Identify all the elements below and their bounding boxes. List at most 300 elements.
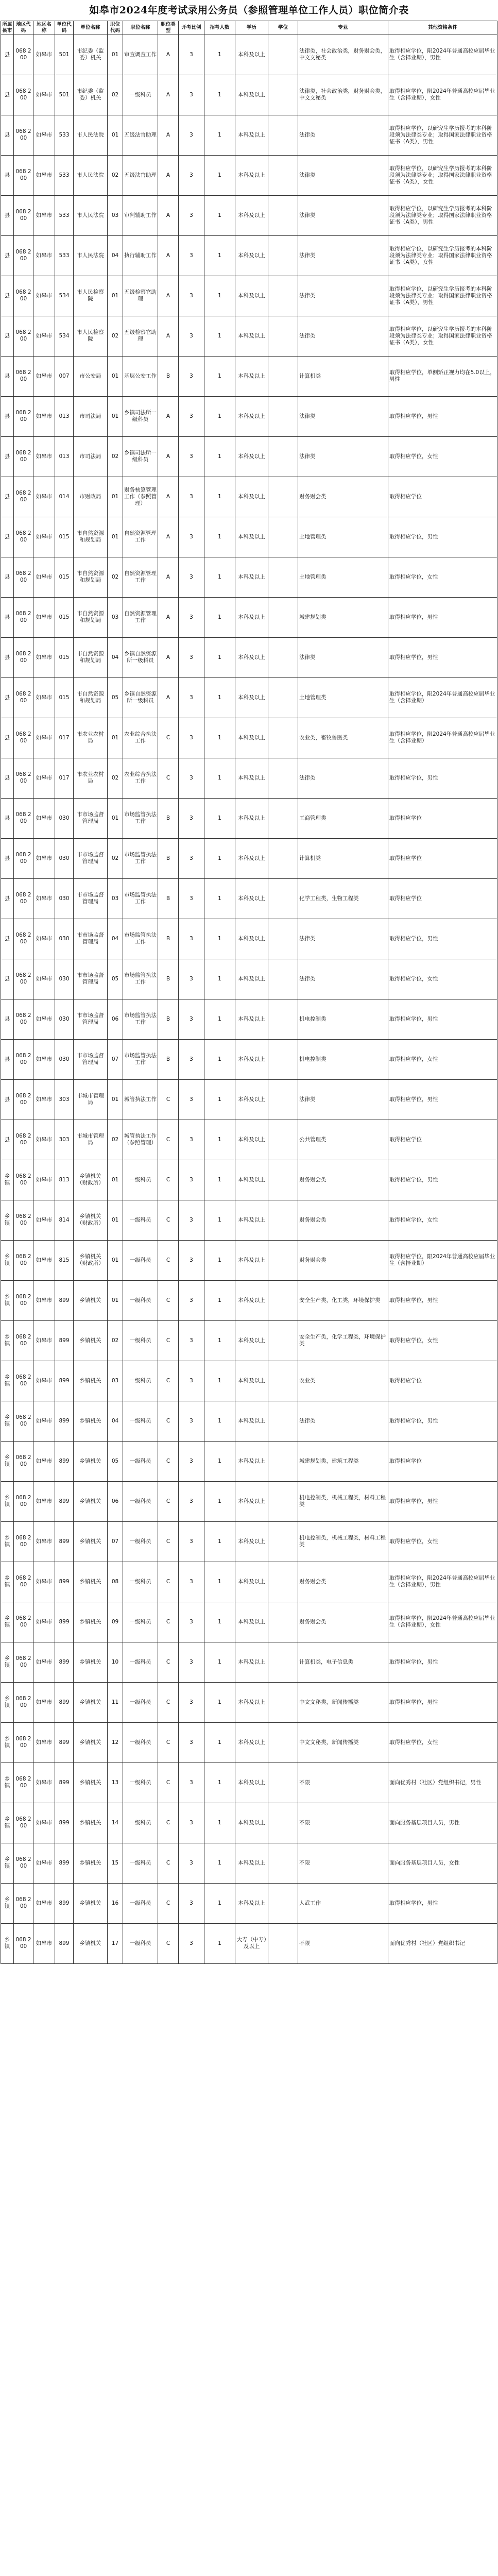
cell-education: 本科及以上 [235,477,268,517]
cell-position-name: 审判辅助工作 [123,195,158,235]
cell-exam-ratio: 3 [179,316,204,356]
cell-hire-count: 1 [204,396,235,436]
table-row [1,396,497,436]
cell-degree [268,276,298,316]
cell-county: 乡镇 [1,1401,14,1441]
cell-exam-ratio: 3 [179,436,204,477]
cell-region-name: 如皋市 [33,396,55,436]
cell-degree [268,1160,298,1200]
cell-position-code: 02 [108,758,123,798]
cell-region-name: 如皋市 [33,1521,55,1562]
cell-position-code: 10 [108,1642,123,1682]
cell-degree [268,878,298,919]
cell-position-code: 02 [108,436,123,477]
cell-other-requirements: 取得相应学位，限2024年普通高校应届毕业生（含择业期），女性 [388,75,497,115]
cell-unit-code: 899 [55,1361,74,1401]
cell-degree [268,1039,298,1079]
cell-unit-code: 534 [55,276,74,316]
cell-hire-count: 1 [204,1361,235,1401]
cell-position-type: A [158,316,179,356]
cell-unit-code: 030 [55,878,74,919]
cell-degree [268,677,298,718]
cell-position-code: 01 [108,1200,123,1240]
cell-position-code: 17 [108,1923,123,1963]
cell-exam-ratio: 3 [179,1401,204,1441]
cell-region-name: 如皋市 [33,718,55,758]
cell-county: 县 [1,396,14,436]
cell-position-name: 一级科员 [123,1280,158,1320]
cell-unit-name: 乡镇机关 [74,1521,108,1562]
cell-position-code: 04 [108,1401,123,1441]
cell-position-name: 一级科员 [123,1722,158,1762]
cell-region-code: 068 200 [14,637,33,677]
cell-degree [268,718,298,758]
cell-education: 本科及以上 [235,838,268,878]
cell-region-code: 068 200 [14,1280,33,1320]
cell-position-type: C [158,1562,179,1602]
cell-unit-name: 市人民法院 [74,235,108,276]
cell-county: 县 [1,999,14,1039]
cell-hire-count: 1 [204,1200,235,1240]
cell-exam-ratio: 3 [179,1160,204,1200]
cell-major: 法律类 [298,316,388,356]
cell-education: 本科及以上 [235,517,268,557]
cell-hire-count: 1 [204,1160,235,1200]
cell-unit-name: 乡镇机关 [74,1682,108,1722]
cell-region-code: 068 200 [14,155,33,195]
cell-degree [268,1642,298,1682]
cell-exam-ratio: 3 [179,276,204,316]
cell-position-name: 乡镇自然资源所一级科员 [123,677,158,718]
cell-other-requirements: 面向优秀村（社区）党组织书记，男性 [388,1762,497,1803]
cell-county: 县 [1,597,14,637]
cell-county: 县 [1,1120,14,1160]
cell-unit-code: 015 [55,597,74,637]
cell-position-type: A [158,436,179,477]
cell-degree [268,557,298,597]
table-row [1,1562,497,1602]
cell-exam-ratio: 3 [179,155,204,195]
table-row [1,1401,497,1441]
cell-hire-count: 1 [204,1079,235,1120]
cell-county: 县 [1,1079,14,1120]
table-row [1,838,497,878]
cell-unit-code: 017 [55,758,74,798]
cell-degree [268,396,298,436]
cell-county: 县 [1,195,14,235]
cell-education: 本科及以上 [235,1079,268,1120]
cell-major: 不限 [298,1923,388,1963]
cell-position-code: 02 [108,1320,123,1361]
cell-education: 本科及以上 [235,1160,268,1200]
cell-hire-count: 1 [204,1280,235,1320]
cell-unit-name: 乡镇机关 [74,1401,108,1441]
cell-region-name: 如皋市 [33,75,55,115]
cell-hire-count: 1 [204,597,235,637]
cell-other-requirements: 取得相应学位，女性 [388,1722,497,1762]
cell-unit-code: 030 [55,1039,74,1079]
table-row [1,75,497,115]
cell-position-name: 市场监管执法工作 [123,798,158,838]
cell-other-requirements: 取得相应学位，男性 [388,999,497,1039]
cell-education: 本科及以上 [235,1843,268,1883]
cell-major: 法律类 [298,959,388,999]
cell-major: 农业类 [298,1361,388,1401]
cell-position-type: A [158,517,179,557]
cell-position-code: 05 [108,677,123,718]
cell-hire-count: 1 [204,35,235,75]
cell-position-type: C [158,1079,179,1120]
cell-unit-name: 市人民法院 [74,195,108,235]
cell-other-requirements: 取得相应学位，限2024年普通高校应届毕业生（含择业期） [388,677,497,718]
cell-region-code: 068 200 [14,436,33,477]
cell-education: 本科及以上 [235,1361,268,1401]
cell-other-requirements: 取得相应学位，男性 [388,1280,497,1320]
cell-other-requirements: 面向优秀村（社区）党组织书记 [388,1923,497,1963]
cell-position-code: 01 [108,356,123,396]
cell-region-code: 068 200 [14,75,33,115]
cell-region-name: 如皋市 [33,999,55,1039]
cell-county: 乡镇 [1,1883,14,1923]
cell-unit-name: 市农业农村局 [74,718,108,758]
cell-unit-code: 013 [55,436,74,477]
cell-region-code: 068 200 [14,1602,33,1642]
cell-major: 法律类 [298,195,388,235]
cell-education: 本科及以上 [235,155,268,195]
cell-position-name: 市场监管执法工作 [123,919,158,959]
cell-hire-count: 1 [204,1923,235,1963]
cell-degree [268,838,298,878]
cell-other-requirements: 取得相应学位，男性 [388,919,497,959]
cell-region-name: 如皋市 [33,1682,55,1722]
cell-other-requirements: 取得相应学位，男性 [388,1160,497,1200]
cell-education: 本科及以上 [235,1722,268,1762]
cell-position-name: 自然资源管理工作 [123,517,158,557]
cell-education: 本科及以上 [235,637,268,677]
cell-degree [268,155,298,195]
cell-exam-ratio: 3 [179,1803,204,1843]
cell-exam-ratio: 3 [179,396,204,436]
cell-region-code: 068 200 [14,878,33,919]
table-row [1,677,497,718]
header-position-type: 职位类型 [158,21,179,35]
cell-region-code: 068 200 [14,919,33,959]
cell-county: 乡镇 [1,1160,14,1200]
cell-position-name: 乡镇司法所一级科员 [123,396,158,436]
cell-unit-name: 市人民法院 [74,155,108,195]
cell-unit-name: 市市场监督管理局 [74,919,108,959]
cell-unit-name: 市人民法院 [74,115,108,155]
cell-position-type: A [158,35,179,75]
cell-unit-name: 乡镇机关 [74,1280,108,1320]
cell-other-requirements: 取得相应学位，男性 [388,1883,497,1923]
cell-region-code: 068 200 [14,1562,33,1602]
cell-county: 县 [1,155,14,195]
cell-position-name: 一级科员 [123,1762,158,1803]
cell-county: 县 [1,758,14,798]
cell-position-code: 08 [108,1562,123,1602]
cell-county: 县 [1,878,14,919]
cell-position-type: B [158,878,179,919]
cell-education: 本科及以上 [235,677,268,718]
cell-major: 城建规划类 [298,597,388,637]
cell-region-name: 如皋市 [33,1280,55,1320]
cell-education: 本科及以上 [235,115,268,155]
cell-degree [268,1562,298,1602]
cell-region-code: 068 200 [14,1039,33,1079]
cell-position-name: 农业综合执法工作 [123,718,158,758]
cell-education: 本科及以上 [235,758,268,798]
cell-education: 本科及以上 [235,798,268,838]
cell-position-type: A [158,477,179,517]
cell-unit-code: 899 [55,1280,74,1320]
cell-unit-code: 013 [55,396,74,436]
cell-unit-code: 534 [55,316,74,356]
header-region-code: 地区代码 [14,21,33,35]
cell-unit-code: 899 [55,1883,74,1923]
cell-exam-ratio: 3 [179,999,204,1039]
cell-exam-ratio: 3 [179,1240,204,1280]
cell-unit-name: 市市场监督管理局 [74,878,108,919]
cell-hire-count: 1 [204,235,235,276]
cell-position-name: 自然资源管理工作 [123,557,158,597]
cell-position-name: 一级科员 [123,1803,158,1843]
cell-major: 法律类 [298,115,388,155]
table-row [1,1843,497,1883]
cell-unit-code: 899 [55,1602,74,1642]
cell-other-requirements: 取得相应学位，以研究生学历报考的本科阶段须为法律类专业；取得国家法律职业资格证书（A类），女性 [388,316,497,356]
cell-county: 县 [1,1039,14,1079]
cell-exam-ratio: 3 [179,1521,204,1562]
cell-region-name: 如皋市 [33,115,55,155]
cell-position-name: 一级科员 [123,1642,158,1682]
header-region-name: 地区名称 [33,21,55,35]
table-row [1,35,497,75]
cell-region-code: 068 200 [14,1843,33,1883]
cell-other-requirements: 取得相应学位，男性 [388,597,497,637]
cell-region-name: 如皋市 [33,1401,55,1441]
cell-education: 本科及以上 [235,999,268,1039]
cell-education: 本科及以上 [235,1762,268,1803]
cell-degree [268,195,298,235]
cell-region-code: 068 200 [14,1762,33,1803]
cell-education: 本科及以上 [235,1883,268,1923]
cell-exam-ratio: 3 [179,1361,204,1401]
cell-region-code: 068 200 [14,557,33,597]
cell-position-type: C [158,1803,179,1843]
cell-unit-name: 乡镇机关 [74,1642,108,1682]
cell-unit-code: 017 [55,718,74,758]
cell-county: 县 [1,637,14,677]
cell-region-code: 068 200 [14,1401,33,1441]
cell-county: 乡镇 [1,1562,14,1602]
cell-other-requirements: 取得相应学位，女性 [388,436,497,477]
cell-position-name: 一级科员 [123,1320,158,1361]
cell-region-code: 068 200 [14,1361,33,1401]
cell-exam-ratio: 3 [179,878,204,919]
cell-unit-name: 市城市管理局 [74,1120,108,1160]
cell-major: 公共管理类 [298,1120,388,1160]
cell-county: 县 [1,276,14,316]
cell-hire-count: 1 [204,316,235,356]
cell-county: 县 [1,557,14,597]
table-row [1,195,497,235]
cell-position-type: C [158,1642,179,1682]
cell-unit-name: 乡镇机关 [74,1762,108,1803]
cell-hire-count: 1 [204,1481,235,1521]
cell-hire-count: 1 [204,878,235,919]
cell-region-name: 如皋市 [33,477,55,517]
cell-unit-name: 乡镇机关 [74,1923,108,1963]
cell-position-type: A [158,396,179,436]
cell-position-code: 16 [108,1883,123,1923]
table-row [1,1361,497,1401]
cell-position-type: A [158,677,179,718]
cell-exam-ratio: 3 [179,517,204,557]
cell-region-code: 068 200 [14,1079,33,1120]
cell-region-code: 068 200 [14,1160,33,1200]
cell-unit-code: 899 [55,1562,74,1602]
cell-region-code: 068 200 [14,959,33,999]
cell-county: 县 [1,919,14,959]
cell-major: 农业类，畜牧兽医类 [298,718,388,758]
cell-degree [268,517,298,557]
cell-major: 法律类 [298,637,388,677]
cell-unit-name: 乡镇机关 [74,1803,108,1843]
cell-unit-name: 市自然资源和规划局 [74,517,108,557]
cell-county: 乡镇 [1,1602,14,1642]
cell-position-type: C [158,1521,179,1562]
cell-position-type: C [158,1240,179,1280]
cell-degree [268,1280,298,1320]
cell-region-code: 068 200 [14,798,33,838]
cell-exam-ratio: 3 [179,1722,204,1762]
cell-region-code: 068 200 [14,1120,33,1160]
cell-region-code: 068 200 [14,1521,33,1562]
cell-position-code: 03 [108,597,123,637]
cell-other-requirements: 取得相应学位，单侧矫正视力均在5.0以上，男性 [388,356,497,396]
cell-position-code: 02 [108,1120,123,1160]
cell-position-name: 一级科员 [123,1883,158,1923]
cell-exam-ratio: 3 [179,75,204,115]
cell-region-code: 068 200 [14,597,33,637]
header-other-requirements: 其他资格条件 [388,21,497,35]
cell-other-requirements: 取得相应学位 [388,477,497,517]
cell-position-type: C [158,1160,179,1200]
cell-hire-count: 1 [204,557,235,597]
cell-region-name: 如皋市 [33,1361,55,1401]
cell-unit-name: 市市场监督管理局 [74,959,108,999]
cell-unit-name: 市城市管理局 [74,1079,108,1120]
cell-hire-count: 1 [204,1843,235,1883]
cell-hire-count: 1 [204,1803,235,1843]
cell-position-code: 02 [108,155,123,195]
cell-position-code: 04 [108,637,123,677]
cell-region-name: 如皋市 [33,235,55,276]
cell-region-code: 068 200 [14,1481,33,1521]
cell-exam-ratio: 3 [179,1441,204,1481]
cell-unit-code: 533 [55,155,74,195]
cell-hire-count: 1 [204,1120,235,1160]
cell-major: 不限 [298,1803,388,1843]
table-row [1,718,497,758]
cell-position-type: B [158,959,179,999]
cell-other-requirements: 取得相应学位 [388,838,497,878]
cell-hire-count: 1 [204,155,235,195]
cell-region-code: 068 200 [14,195,33,235]
cell-other-requirements: 取得相应学位 [388,798,497,838]
cell-hire-count: 1 [204,1762,235,1803]
cell-region-code: 068 200 [14,1803,33,1843]
cell-exam-ratio: 3 [179,1883,204,1923]
cell-county: 乡镇 [1,1803,14,1843]
table-row [1,999,497,1039]
cell-unit-code: 533 [55,235,74,276]
cell-county: 乡镇 [1,1762,14,1803]
cell-hire-count: 1 [204,999,235,1039]
cell-unit-name: 乡镇机关 [74,1883,108,1923]
cell-region-code: 068 200 [14,999,33,1039]
table-row [1,115,497,155]
cell-major: 机电控制类，机械工程类，材料工程类 [298,1521,388,1562]
cell-unit-name: 市人民检察院 [74,316,108,356]
cell-position-code: 06 [108,1481,123,1521]
cell-other-requirements: 取得相应学位，以研究生学历报考的本科阶段须为法律类专业；取得国家法律职业资格证书（A类），男性 [388,195,497,235]
cell-county: 县 [1,838,14,878]
cell-degree [268,1120,298,1160]
cell-position-code: 06 [108,999,123,1039]
cell-hire-count: 1 [204,1320,235,1361]
cell-degree [268,235,298,276]
cell-degree [268,597,298,637]
table-row [1,155,497,195]
cell-other-requirements: 取得相应学位，女性 [388,1521,497,1562]
cell-education: 本科及以上 [235,75,268,115]
cell-region-code: 068 200 [14,838,33,878]
cell-hire-count: 1 [204,1401,235,1441]
cell-education: 本科及以上 [235,276,268,316]
cell-exam-ratio: 3 [179,1320,204,1361]
header-position-name: 职位名称 [123,21,158,35]
cell-degree [268,1481,298,1521]
cell-education: 本科及以上 [235,919,268,959]
cell-position-type: C [158,758,179,798]
cell-position-type: B [158,356,179,396]
cell-major: 财务财会类 [298,1160,388,1200]
cell-region-name: 如皋市 [33,1200,55,1240]
cell-region-code: 068 200 [14,276,33,316]
cell-position-name: 一级科员 [123,1481,158,1521]
table-row [1,1280,497,1320]
cell-exam-ratio: 3 [179,115,204,155]
cell-hire-count: 1 [204,838,235,878]
cell-other-requirements: 取得相应学位，以研究生学历报考的本科阶段须为法律类专业；取得国家法律职业资格证书（A类），女性 [388,235,497,276]
cell-education: 本科及以上 [235,1562,268,1602]
cell-region-code: 068 200 [14,35,33,75]
table-row [1,1160,497,1200]
cell-unit-name: 乡镇机关（财政所） [74,1240,108,1280]
table-row [1,1762,497,1803]
cell-unit-code: 899 [55,1401,74,1441]
header-unit-name: 单位名称 [74,21,108,35]
cell-county: 乡镇 [1,1843,14,1883]
header-degree: 学位 [268,21,298,35]
cell-region-name: 如皋市 [33,758,55,798]
cell-position-name: 一级科员 [123,1441,158,1481]
table-row [1,1441,497,1481]
cell-major: 财务财会类 [298,477,388,517]
cell-other-requirements: 取得相应学位，男性 [388,1481,497,1521]
